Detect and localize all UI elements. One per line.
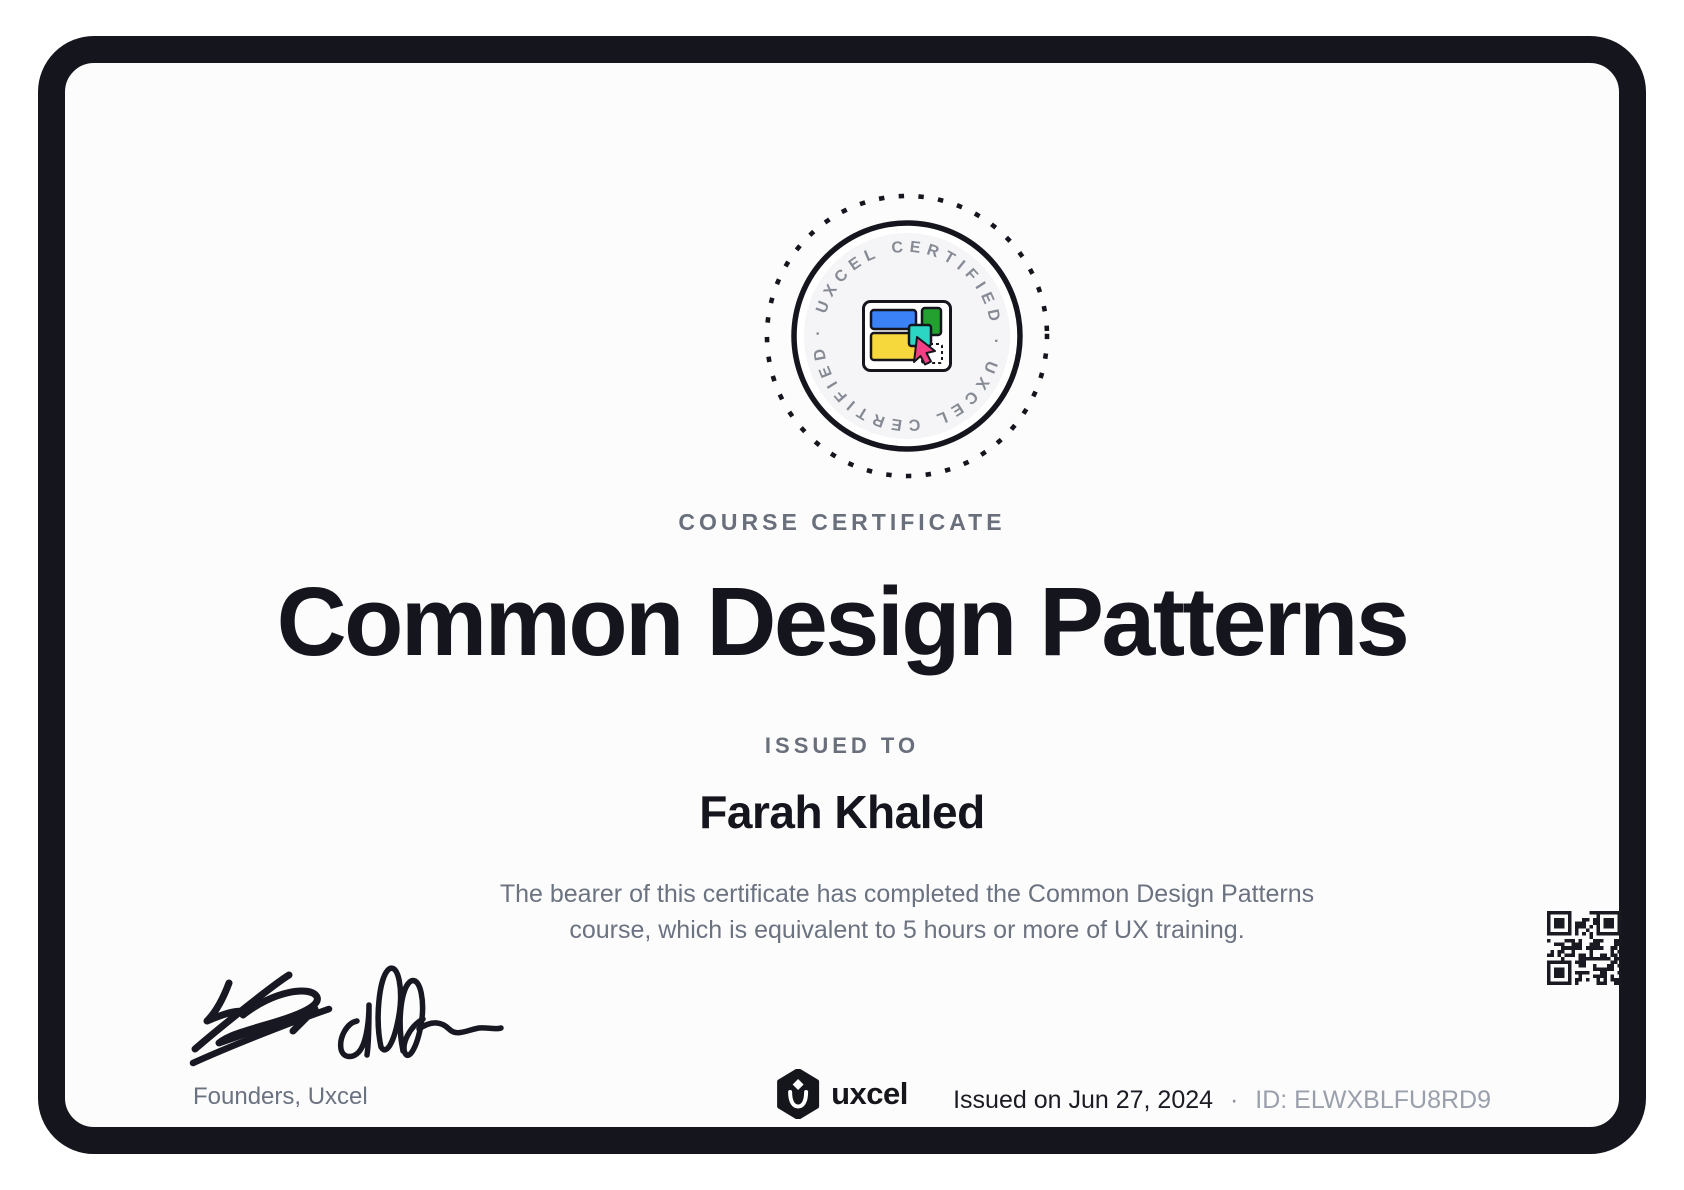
seal-ring-text: · UXCEL CERTIFIED · UXCEL CERTIFIED xyxy=(809,238,1005,434)
uxcel-design-card-logo-icon xyxy=(864,302,951,371)
founders-caption: Founders, Uxcel xyxy=(193,1083,368,1110)
certificate-card xyxy=(38,36,1646,1154)
recipient-name: Farah Khaled xyxy=(699,786,985,838)
uxcel-certified-seal-icon xyxy=(762,191,1052,481)
certificate-id: ID: ELWXBLFU8RD9 xyxy=(1255,1086,1491,1114)
course-certificate-label: COURSE CERTIFICATE xyxy=(678,509,1006,535)
qr-code-icon xyxy=(1547,911,1621,985)
uxcel-wordmark: uxcel xyxy=(831,1076,908,1111)
course-title: Common Design Patterns xyxy=(276,567,1408,676)
certificate-description xyxy=(487,876,1327,948)
separator-dot: · xyxy=(1230,1086,1239,1114)
issued-to-label: ISSUED TO xyxy=(764,733,920,758)
description-line-1: The bearer of this certificate has completed the Common Design Patterns xyxy=(499,880,1315,908)
uxcel-brand xyxy=(776,1069,908,1119)
issue-info xyxy=(953,1086,1491,1115)
uxcel-hexagon-logo-icon xyxy=(776,1069,820,1119)
issue-date: Issued on Jun 27, 2024 xyxy=(953,1086,1214,1114)
description-line-2: course, which is equivalent to 5 hours or more of UX training. xyxy=(569,916,1245,944)
founders-signatures-icon xyxy=(189,957,505,1073)
